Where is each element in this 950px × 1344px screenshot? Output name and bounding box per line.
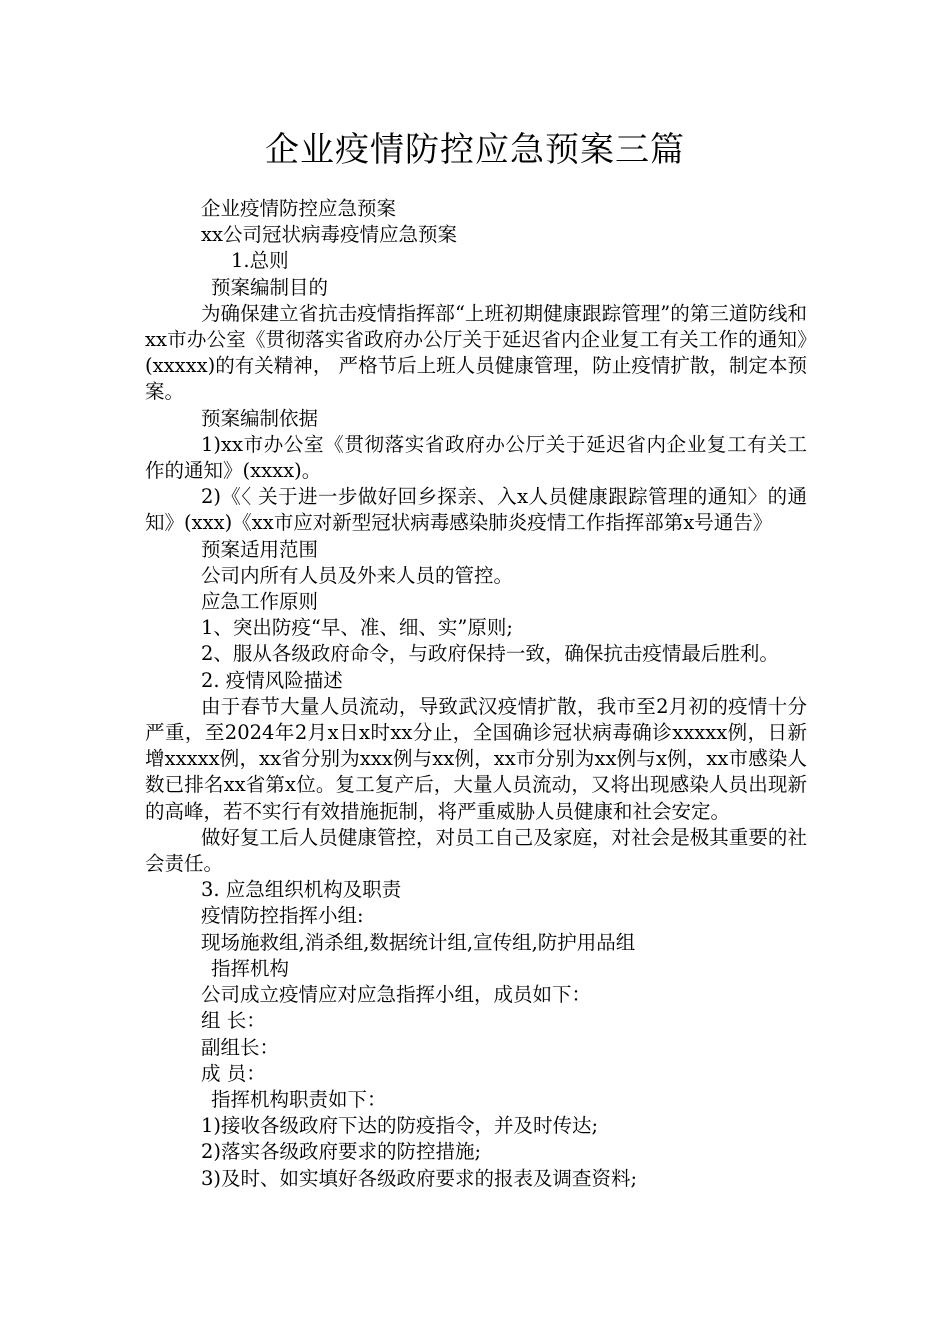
paragraph: 现场施救组,消杀组,数据统计组,宣传组,防护用品组 bbox=[201, 930, 636, 954]
subsection-heading: 应急工作原则 bbox=[201, 590, 319, 614]
list-item: 2、服从各级政府命令，与政府保持一致，确保抗击疫情最后胜利。 bbox=[201, 642, 779, 666]
paragraph: 做好复工后人员健康管控，对员工自己及家庭，对社会是极其重要的社会责任。 bbox=[145, 825, 807, 876]
section-heading: 3. 应急组织机构及职责 bbox=[201, 878, 402, 902]
paragraph: 疫情防控指挥小组: bbox=[201, 904, 364, 928]
subsection-heading: 预案编制目的 bbox=[211, 275, 329, 299]
paragraph: 由于春节大量人员流动，导致武汉疫情扩散，我市至2月初的疫情十分严重，至2024年2月x日x时xx分止，全国确诊冠状病毒确诊xxxxx例，日新增xxxxx例，xx省分别为xxx例与xx例，xx市分别为xx例与x例，xx市感染人数已排名xx省第x位。复工复产后，大量人员流动，又将出现感染人员出现新的高峰，若不实行有效措施扼制，将严重威胁人员健康和社会安定。 bbox=[145, 694, 807, 823]
paragraph: 公司内所有人员及外来人员的管控。 bbox=[201, 563, 514, 587]
list-item: 1)xx市办公室《贯彻落实省政府办公厅关于延迟省内企业复工有关工作的通知》(xxxx)。 bbox=[145, 432, 807, 483]
list-item: 2)《〈 关于进一步做好回乡探亲、入x人员健康跟踪管理的通知〉的通知》(xxx)《xx市应对新型冠状病毒感染肺炎疫情工作指挥部第x号通告》 bbox=[145, 485, 807, 535]
list-item: 3)及时、如实填好各级政府要求的报表及调查资料; bbox=[201, 1166, 638, 1190]
subsection-heading: 预案适用范围 bbox=[201, 537, 319, 561]
member-line: 组 长： bbox=[201, 1009, 266, 1033]
subsection-heading: 指挥机构 bbox=[211, 956, 290, 980]
section-heading: 2. 疫情风险描述 bbox=[201, 668, 343, 692]
subsection-heading: 指挥机构职责如下： bbox=[211, 1087, 387, 1111]
paragraph: 为确保建立省抗击疫情指挥部“上班初期健康跟踪管理”的第三道防线和xx市办公室《贯彻落实省政府办公厅关于延迟省内企业复工有关工作的通知》(xxxxx)的有关精神， 严格节后上班人员健康管理，防止疫情扩散，制定本预案。 bbox=[145, 301, 807, 404]
document-body bbox=[145, 196, 807, 1192]
paragraph: 公司成立疫情应对应急指挥小组，成员如下： bbox=[201, 983, 592, 1007]
section-heading: 1.总则 bbox=[231, 249, 289, 273]
list-item: 1、突出防疫“早、准、细、实”原则; bbox=[201, 616, 513, 640]
plan-title: xx公司冠状病毒疫情应急预案 bbox=[201, 223, 457, 247]
list-item: 2)落实各级政府要求的防控措施; bbox=[201, 1140, 482, 1164]
subsection-heading: 预案编制依据 bbox=[201, 406, 319, 430]
member-line: 成 员： bbox=[201, 1061, 266, 1085]
document-title: 企业疫情防控应急预案三篇 bbox=[265, 130, 685, 170]
member-line: 副组长： bbox=[201, 1035, 280, 1059]
list-item: 1)接收各级政府下达的防疫指令，并及时传达; bbox=[201, 1114, 599, 1138]
section-heading: 企业疫情防控应急预案 bbox=[201, 197, 397, 220]
